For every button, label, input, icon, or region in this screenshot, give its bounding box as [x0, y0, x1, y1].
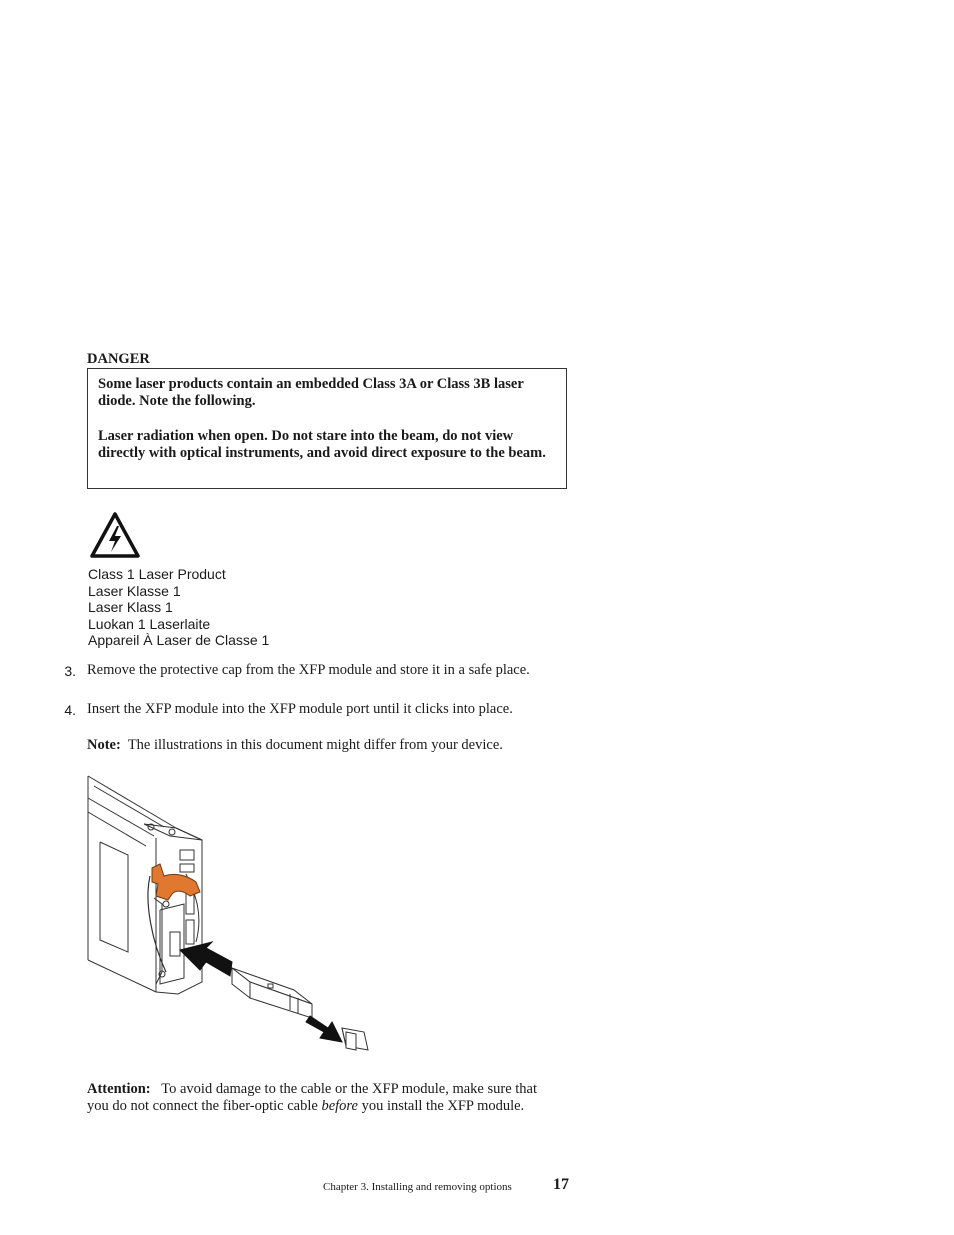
attention-notice [87, 1081, 562, 1115]
danger-paragraph-1: Some laser products contain an embedded Class 3A or Class 3B laser diode. Note the following. [98, 376, 524, 409]
attention-text-after: you install the XFP module. [361, 1098, 525, 1114]
step-text: Remove the protective cap from the XFP module and store it in a safe place. [87, 662, 530, 678]
step-number: 3. [64, 663, 76, 679]
note [87, 737, 567, 754]
note-text: The illustrations in this document might differ from your device. [127, 737, 503, 753]
page-number: 17 [553, 1176, 569, 1193]
laser-label: Class 1 Laser Product [88, 566, 226, 582]
latch-handle [152, 864, 200, 900]
footer-chapter: Chapter 3. Installing and removing options [323, 1181, 512, 1193]
laser-class-labels [88, 566, 269, 649]
laser-label: Luokan 1 Laserlaite [88, 615, 211, 632]
protective-cap [342, 1028, 368, 1050]
laser-label: Appareil À Laser de Classe 1 [88, 632, 270, 648]
remove-arrow [306, 1016, 342, 1042]
step-text: Insert the XFP module into the XFP module port until it clicks into place. [87, 701, 513, 717]
laser-label: Laser Klass 1 [88, 599, 173, 615]
laser-label: Laser Klasse 1 [88, 582, 181, 599]
xfp-install-illustration [84, 772, 384, 1062]
note-label: Note: [87, 737, 121, 753]
insert-arrow [180, 942, 232, 976]
attention-text-before: To avoid damage to the cable or the XFP module, make sure that you do not connect the fiber-optic cable [87, 1081, 538, 1114]
xfp-module [232, 968, 312, 1018]
danger-heading: DANGER [87, 351, 150, 367]
attention-label: Attention: [87, 1081, 151, 1097]
electrical-hazard-icon [90, 512, 140, 558]
attention-emphasis: before [321, 1098, 358, 1114]
danger-notice-box [87, 368, 567, 489]
danger-paragraph-2: Laser radiation when open. Do not stare into the beam, do not view directly with optical instruments, and avoid direct exposure to the beam. [98, 428, 546, 461]
step-number: 4. [64, 702, 76, 718]
